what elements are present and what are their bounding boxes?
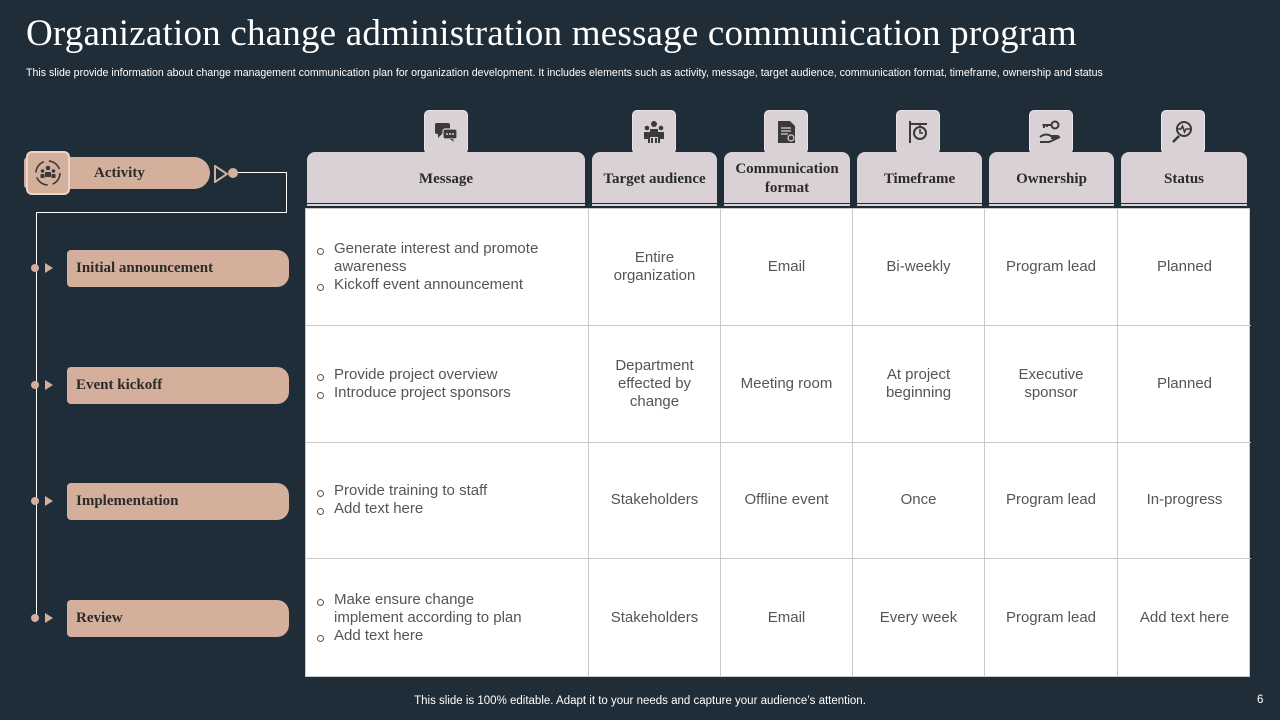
clock-sign-icon — [896, 110, 940, 154]
header-underline — [989, 204, 1114, 206]
table-cell-ownership: Program lead — [985, 559, 1118, 676]
connector-line — [286, 172, 287, 213]
header-underline — [857, 200, 982, 203]
table-cell-timeframe: Every week — [853, 559, 985, 676]
table-cell-status: In-progress — [1118, 443, 1251, 560]
list-item: Provide training to staff — [316, 482, 487, 500]
people-cycle-icon — [26, 151, 70, 195]
table-cell-timeframe: At project beginning — [853, 326, 985, 443]
connector-line — [37, 212, 287, 213]
list-item: Kickoff event announcement — [316, 276, 584, 294]
header-underline — [307, 200, 585, 203]
list-item: Add text here — [316, 627, 536, 645]
table-cell-timeframe: Bi-weekly — [853, 209, 985, 326]
table-cell-status: Planned — [1118, 209, 1251, 326]
column-header-communication-format: Communication format — [724, 152, 850, 200]
table-cell-ownership: Program lead — [985, 209, 1118, 326]
activity-label: Activity — [94, 165, 145, 181]
arrow-icon — [44, 262, 54, 274]
connector-line — [238, 172, 287, 173]
connector-dot — [31, 264, 39, 272]
column-header-message: Message — [307, 152, 585, 200]
list-item: Introduce project sponsors — [316, 384, 511, 402]
activity-initial-announcement: Initial announcement — [67, 250, 289, 287]
table-cell-format: Email — [721, 559, 853, 676]
connector-line — [36, 212, 37, 619]
header-underline — [1121, 200, 1247, 203]
slide-subtitle: This slide provide information about change management communication plan for organization development. It includes elements such as activity, message, target audience, communication format, timeframe, ownership and status — [26, 67, 1103, 79]
communication-table — [305, 208, 1250, 677]
header-underline — [1121, 204, 1247, 206]
table-cell-ownership: Program lead — [985, 443, 1118, 560]
table-cell-format: Meeting room — [721, 326, 853, 443]
table-cell-target: Stakeholders — [589, 559, 721, 676]
list-item: Make ensure change implement according to plan — [316, 591, 536, 627]
arrow-icon — [214, 165, 228, 183]
column-header-ownership: Ownership — [989, 152, 1114, 200]
document-icon — [764, 110, 808, 154]
activity-review: Review — [67, 600, 289, 637]
column-header-status: Status — [1121, 152, 1247, 200]
header-underline — [592, 204, 717, 206]
list-item: Add text here — [316, 500, 487, 518]
header-underline — [724, 204, 850, 206]
list-item: Provide project overview — [316, 366, 511, 384]
header-underline — [724, 200, 850, 203]
table-cell-format: Offline event — [721, 443, 853, 560]
column-header-target-audience: Target audience — [592, 152, 717, 200]
page-number: 6 — [1257, 694, 1264, 706]
arrow-icon — [44, 495, 54, 507]
table-cell-message — [306, 209, 589, 326]
activity-implementation: Implementation — [67, 483, 289, 520]
table-cell-message — [306, 443, 589, 560]
footer-note: This slide is 100% editable. Adapt it to your needs and capture your audience’s attention. — [414, 695, 866, 707]
list-item: Generate interest and promote awareness — [316, 240, 584, 276]
header-underline — [989, 200, 1114, 203]
header-underline — [857, 204, 982, 206]
header-underline — [592, 200, 717, 203]
arrow-icon — [44, 379, 54, 391]
magnifier-pulse-icon — [1161, 110, 1205, 154]
table-cell-target: Entire organization — [589, 209, 721, 326]
table-cell-message — [306, 559, 589, 676]
team-icon — [632, 110, 676, 154]
connector-dot — [31, 497, 39, 505]
table-cell-message — [306, 326, 589, 443]
table-cell-format: Email — [721, 209, 853, 326]
column-header-timeframe: Timeframe — [857, 152, 982, 200]
connector-dot — [228, 168, 238, 178]
table-cell-target: Stakeholders — [589, 443, 721, 560]
table-cell-status: Add text here — [1139, 608, 1230, 626]
connector-dot — [31, 614, 39, 622]
arrow-icon — [44, 612, 54, 624]
table-cell-target: Department effected by change — [589, 326, 721, 443]
connector-dot — [31, 381, 39, 389]
slide-title: Organization change administration message communication program — [26, 13, 1077, 54]
chat-bubbles-icon — [424, 110, 468, 154]
header-underline — [307, 204, 585, 206]
table-cell-timeframe: Once — [853, 443, 985, 560]
table-cell-ownership: Executive sponsor — [985, 326, 1118, 443]
hand-key-icon — [1029, 110, 1073, 154]
table-cell-status: Planned — [1118, 326, 1251, 443]
activity-event-kickoff: Event kickoff — [67, 367, 289, 404]
